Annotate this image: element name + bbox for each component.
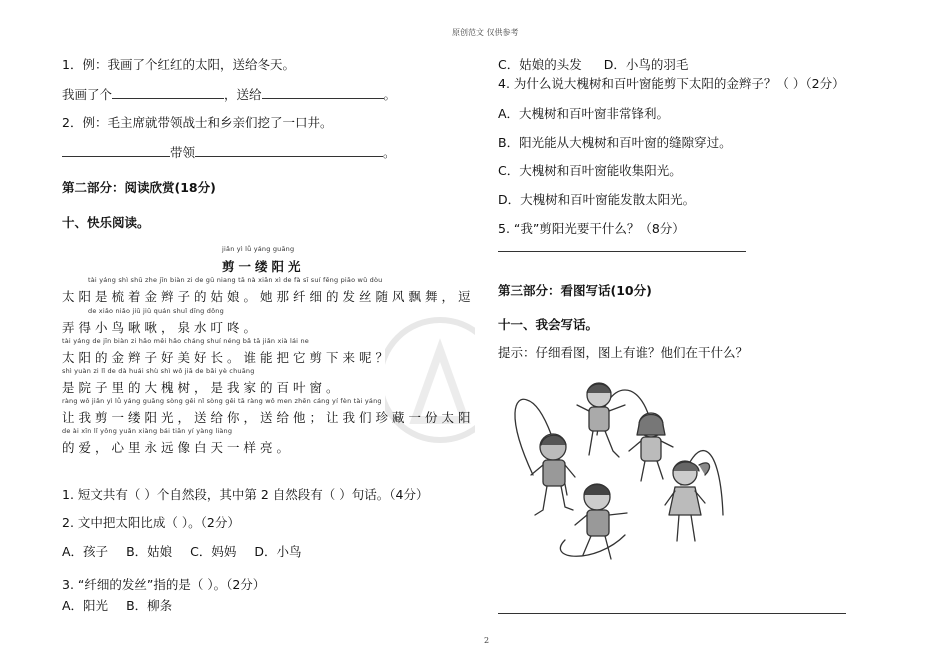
question-4-option-c[interactable]: C．大槐树和百叶窗能收集阳光。 bbox=[498, 163, 682, 178]
children-jumping-rope-illustration bbox=[505, 375, 730, 570]
question-4-option-d[interactable]: D．大槐树和百叶窗能发散太阳光。 bbox=[498, 192, 696, 207]
q2-example: 2．例：毛主席就带领战士和乡亲们挖了一口井。 bbox=[62, 115, 333, 130]
page-header: 原创范文 仅供参考 bbox=[452, 28, 519, 37]
option-d[interactable]: D．小鸟的羽毛 bbox=[603, 57, 689, 72]
question-3-options-left bbox=[62, 596, 172, 614]
option-c[interactable]: C．姑娘的头发 bbox=[498, 57, 582, 72]
option-b[interactable]: B．姑娘 bbox=[126, 544, 173, 559]
question-2: 2. 文中把太阳比成（ ）。（2分） bbox=[62, 515, 240, 530]
answer-line-writing[interactable] bbox=[498, 613, 846, 614]
poem-title-pinyin: jiǎn yì lǚ yáng guāng bbox=[222, 245, 295, 253]
question-2-options bbox=[62, 542, 302, 560]
poem-line5-pinyin: ràng wǒ jiǎn yì lǚ yáng guāng sòng gěi nǐ sòng gěi tā ràng wǒ men zhēn cáng yí fèn tài yáng bbox=[62, 397, 382, 405]
part3-heading: 第三部分：看图写话(10分) bbox=[498, 283, 652, 298]
question-4-option-b[interactable]: B．阳光能从大槐树和百叶窗的缝隙穿过。 bbox=[498, 135, 732, 150]
poem-line1: 太阳是梳着金辫子的姑娘。她那纤细的发丝随风飘舞，逗 bbox=[62, 289, 475, 304]
section11-heading: 十一、我会写话。 bbox=[498, 317, 599, 332]
answer-line-q5[interactable] bbox=[498, 251, 746, 252]
question-1: 1. 短文共有（ ）个自然段，其中第 2 自然段有（ ）句话。（4分） bbox=[62, 487, 429, 502]
option-d[interactable]: D．小鸟 bbox=[254, 544, 302, 559]
poem-line5: 让我剪一缕阳光，送给你，送给他；让我们珍藏一份太阳 bbox=[62, 410, 475, 425]
blank-1[interactable] bbox=[112, 98, 224, 99]
section10-heading: 十、快乐阅读。 bbox=[62, 215, 150, 230]
page-number: 2 bbox=[484, 636, 490, 645]
poem-title: 剪一缕阳光 bbox=[222, 259, 305, 274]
question-4-option-a[interactable]: A．大槐树和百叶窗非常锋利。 bbox=[498, 106, 670, 121]
poem-line3: 太阳的金辫子好美好长。谁能把它剪下来呢？ bbox=[62, 350, 393, 365]
part2-heading: 第二部分：阅读欣赏(18分) bbox=[62, 180, 216, 195]
writing-hint: 提示：仔细看图，图上有谁？他们在干什么？ bbox=[498, 345, 749, 360]
option-c[interactable]: C．妈妈 bbox=[190, 544, 237, 559]
q1-fill-line: 我画了个 ，送给 。 bbox=[62, 87, 397, 102]
option-b[interactable]: B．柳条 bbox=[126, 598, 173, 613]
poem-line6-pinyin: de ài xīn lǐ yǒng yuǎn xiàng bái tiān yí yàng liàng bbox=[62, 427, 233, 435]
q1-example: 1．例：我画了个红红的太阳，送给冬天。 bbox=[62, 57, 295, 72]
option-a[interactable]: A．阳光 bbox=[62, 598, 109, 613]
poem-line1-pinyin: tài yáng shì shū zhe jīn biàn zi de gū niang tā nà xiān xì de fà sī suí fēng piāo wǔ dòu bbox=[88, 276, 383, 284]
poem-line4-pinyin: shì yuàn zi lǐ de dà huái shù shì wǒ jiā de bǎi yè chuāng bbox=[62, 367, 255, 375]
blank-2[interactable] bbox=[262, 98, 384, 99]
watermark-emblem bbox=[385, 310, 475, 450]
blank-3[interactable] bbox=[62, 156, 170, 157]
question-3: 3. “纤细的发丝”指的是（ ）。（2分） bbox=[62, 577, 266, 592]
blank-4[interactable] bbox=[195, 156, 383, 157]
poem-line4: 是院子里的大槐树，是我家的百叶窗。 bbox=[62, 380, 343, 395]
question-4: 4. 为什么说大槐树和百叶窗能剪下太阳的金辫子？（ ）（2分） bbox=[498, 76, 845, 91]
poem-line2: 弄得小鸟啾啾，泉水叮咚。 bbox=[62, 320, 261, 335]
poem-line6: 的爱，心里永远像白天一样亮。 bbox=[62, 440, 294, 455]
poem-line3-pinyin: tài yáng de jīn biàn zi hǎo měi hǎo cháng shuí néng bǎ tā jiǎn xià lái ne bbox=[62, 337, 309, 345]
poem-line2-pinyin: de xiǎo niǎo jiū jiū quán shuǐ dīng dōng bbox=[88, 307, 224, 315]
q2-fill-line: 带领 。 bbox=[62, 143, 396, 161]
question-3-options-right bbox=[498, 55, 688, 73]
option-a[interactable]: A．孩子 bbox=[62, 544, 109, 559]
question-5: 5. “我”剪阳光要干什么？（8分） bbox=[498, 221, 685, 236]
